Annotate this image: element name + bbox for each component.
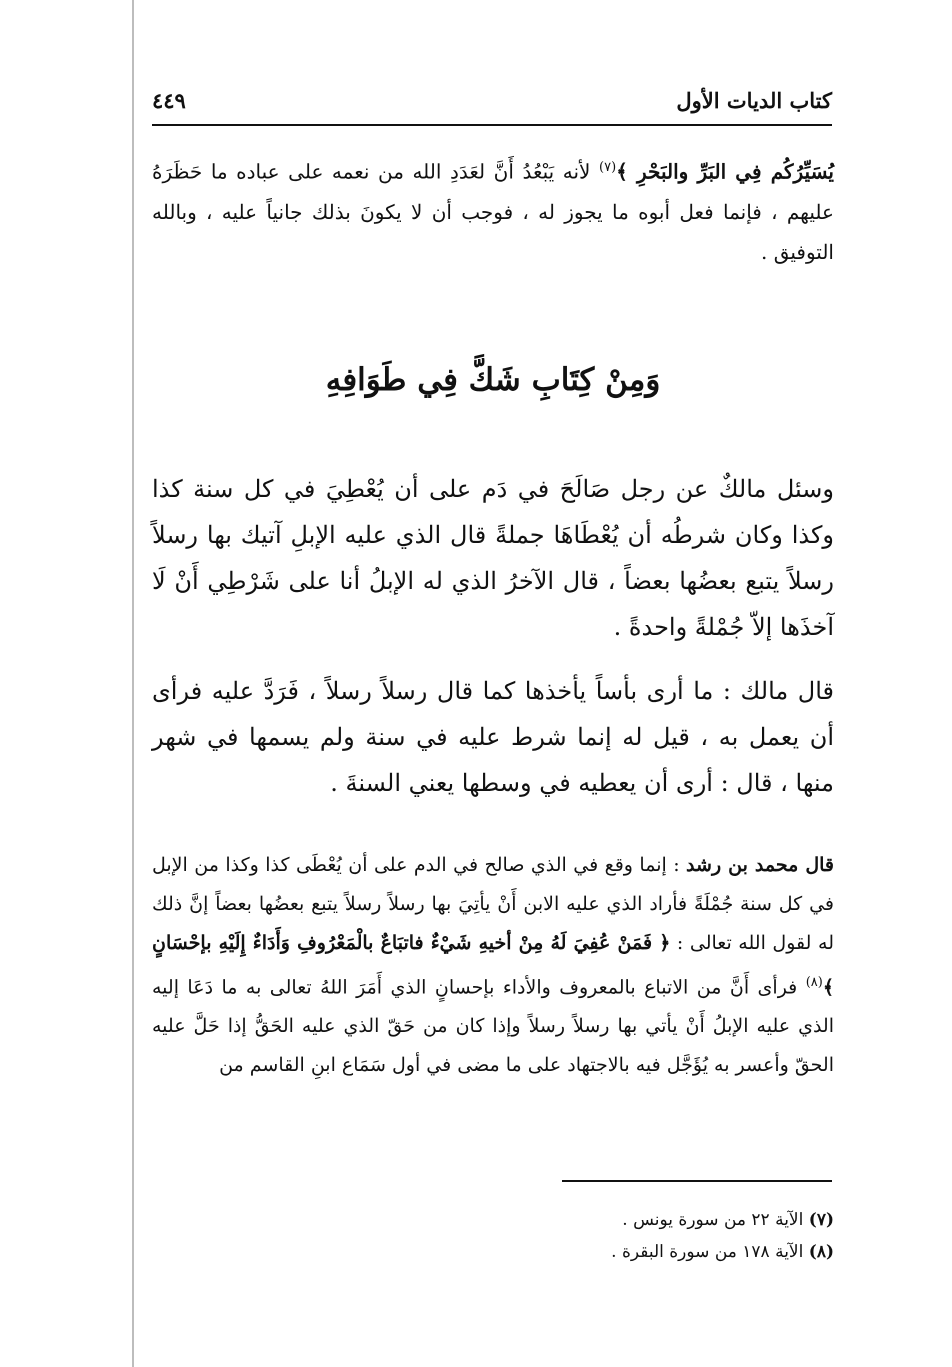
footnote-divider xyxy=(562,1180,832,1182)
page-number: ٤٤٩ xyxy=(152,88,186,113)
quran-verse: ﴿ فَمَنْ عُفِيَ لَهُ مِنْ أخيهِ شَيْءٌ فاتبَاعٌ بالْمَعْرُوفِ وَأَدَاءٌ إِلَيْهِ بإحْسَانٍ ﴾ xyxy=(152,932,834,999)
footnote-text: الآية ٢٢ من سورة يونس . xyxy=(622,1210,804,1230)
paragraph-text: لأنه يَبْعُدُ أَنَّ لعَدَدِ الله من نعمه على عباده ما حَظَرَهُ عليهم ، فإنما فعل أبوه ما يجوز له ، فوجب أن لا يكونَ بذلك جانياً عليه ، وبالله التوفيق . xyxy=(152,159,834,264)
footnote-8 xyxy=(152,1236,834,1268)
footnote-marker: (٧) xyxy=(808,1210,834,1230)
footnote-marker: (٨) xyxy=(808,1242,834,1262)
paragraph-text: وسئل مالكٌ عن رجل صَالَحَ في دَم على أن يُعْطِيَ في كل سنة كذا وكذا وكان شرطُه أن يُعْطَاهَا جملةً قال الذي عليه الإبلِ آتيك بها رسلاً رسلاً يتبع بعضُها بعضاً ، قال الآخرُ الذي له الإبلُ أنا على شَرْطِي أَنْ لَا آخذَها إلاّ جُمْلةً واحدةً . xyxy=(152,475,834,641)
commentary-lead: قال محمد بن رشد xyxy=(686,854,834,876)
section-title: وَمِنْ كِتَابِ شَكَّ فِي طَوَافِهِ xyxy=(325,362,661,398)
commentary-text-b: فرأى أَنَّ من الاتباع بالمعروف والأداء بإحسانٍ الذي أَمَرَ اللهُ تعالى به ما دَعَا إليه الذي عليه الإبلُ أَنْ يأتي بها رسلاً رسلاً وإذا كان من حَقّ الذي عليه الحَقُّ إذا حَلَّ عليه الحقّ وأعسر به يُؤَجَّل فيه بالاجتهاد على ما مضى في أول سَمَاع ابنِ القاسم من xyxy=(152,976,834,1077)
question-paragraph xyxy=(152,466,834,650)
commentary-text-a: : إنما وقع في الذي صالح في الدم على أن يُعْطَى كذا وكذا من الإبل في كل سنة جُمْلَةً فأراد الذي عليه الابن أَنْ يأتِيَ بها رسلاً رسلاً يتبع بعضُها بعضاً إنَّ ذلك له لقول الله تعالى : xyxy=(152,854,834,954)
binding-gutter-line xyxy=(132,0,134,1367)
page-header xyxy=(152,84,832,126)
footnote-7 xyxy=(152,1204,834,1236)
footnotes xyxy=(152,1204,834,1268)
answer-paragraph xyxy=(152,668,834,806)
footnote-ref-7: (٧) xyxy=(599,160,617,175)
quran-verse: يُسَيِّرُكُم فِي البَرِّ والبَحْرِ ﴾ xyxy=(616,159,834,184)
commentary-paragraph xyxy=(152,846,834,1085)
continued-paragraph xyxy=(152,148,834,272)
running-title: كتاب الديات الأول xyxy=(676,88,832,113)
footnote-ref-8: (٨) xyxy=(805,975,823,990)
footnote-text: الآية ١٧٨ من سورة البقرة . xyxy=(611,1242,804,1262)
paragraph-text: قال مالك : ما أرى بأساً يأخذها كما قال رسلاً رسلاً ، فَرَدَّ عليه فرأى أن يعمل به ، قيل له إنما شرط عليه في سنة ولم يسمها في شهر منها ، قال : أرى أن يعطيه في وسطها يعني السنةَ . xyxy=(152,677,834,797)
